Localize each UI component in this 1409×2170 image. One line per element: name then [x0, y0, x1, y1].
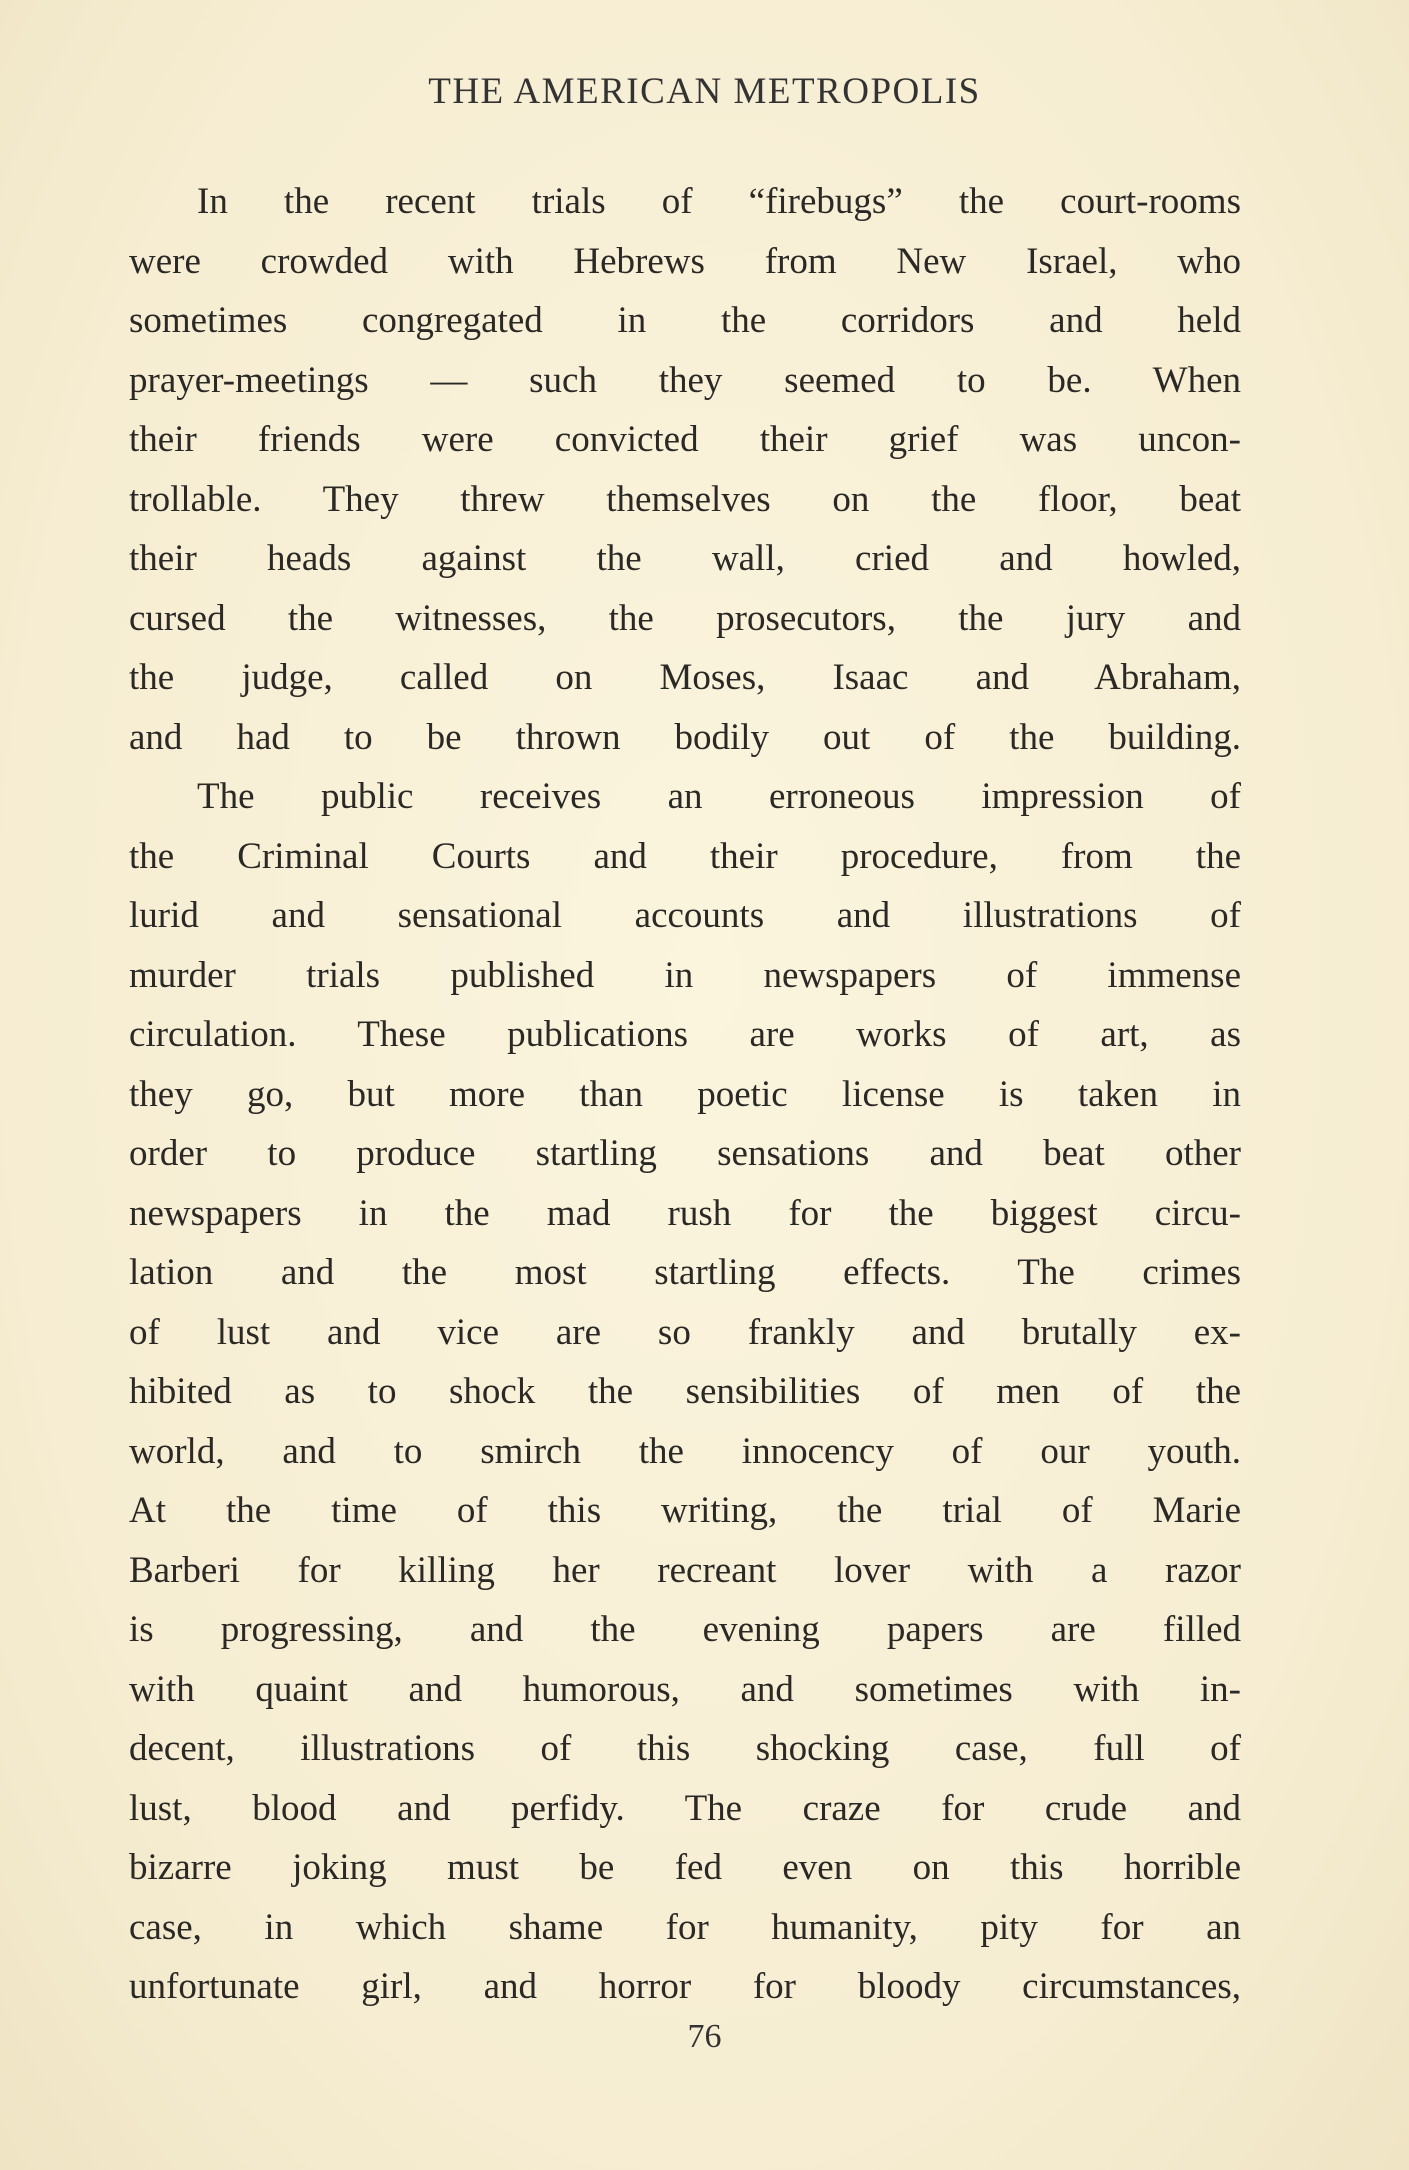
text-line: circulation. These publications are works of art, as — [129, 1014, 1241, 1055]
text-line: The public receives an erroneous impression of — [197, 776, 1241, 817]
text-line: is progressing, and the evening papers are filled — [129, 1609, 1241, 1650]
running-head: THE AMERICAN METROPOLIS — [428, 71, 981, 112]
paragraph — [129, 172, 1241, 767]
text-line: their heads against the wall, cried and howled, — [129, 538, 1241, 579]
text-line: hibited as to shock the sensibilities of men of the — [129, 1371, 1241, 1412]
text-line: order to produce startling sensations and beat other — [129, 1133, 1241, 1174]
text-line: prayer-meetings — such they seemed to be. When — [129, 359, 1241, 401]
text-line: murder trials published in newspapers of immense — [129, 954, 1241, 996]
text-line: lurid and sensational accounts and illustrations of — [129, 895, 1241, 936]
text-line: world, and to smirch the innocency of our youth. — [129, 1430, 1241, 1472]
text-line: their friends were convicted their grief was uncon- — [129, 419, 1241, 460]
text-line: case, in which shame for humanity, pity for an — [129, 1906, 1241, 1948]
text-line: the judge, called on Moses, Isaac and Abraham, — [129, 657, 1241, 698]
text-line: with quaint and humorous, and sometimes with in- — [129, 1668, 1241, 1710]
text-line: decent, illustrations of this shocking case, full of — [129, 1728, 1241, 1769]
page-number: 76 — [687, 2018, 722, 2055]
paragraph — [129, 767, 1241, 2017]
text-line: they go, but more than poetic license is taken in — [129, 1073, 1241, 1115]
text-line: sometimes congregated in the corridors and held — [129, 300, 1241, 341]
text-line: trollable. They threw themselves on the floor, beat — [129, 478, 1241, 520]
text-line: cursed the witnesses, the prosecutors, the jury and — [129, 597, 1241, 639]
text-line: Barberi for killing her recreant lover with a razor — [129, 1549, 1241, 1591]
text-line: In the recent trials of “firebugs” the court-rooms — [197, 181, 1241, 222]
text-line: At the time of this writing, the trial of Marie — [129, 1490, 1241, 1531]
text-line: lust, blood and perfidy. The craze for crude and — [129, 1787, 1241, 1829]
text-line: unfortunate girl, and horror for bloody circumstances, — [129, 1966, 1241, 2007]
text-line: bizarre joking must be fed even on this horrible — [129, 1847, 1241, 1888]
text-line: were crowded with Hebrews from New Israel, who — [129, 240, 1241, 282]
text-line: and had to be thrown bodily out of the building. — [129, 716, 1241, 758]
text-line: of lust and vice are so frankly and brutally ex- — [129, 1311, 1241, 1353]
text-line: lation and the most startling effects. The crimes — [129, 1252, 1241, 1293]
text-line: the Criminal Courts and their procedure, from the — [129, 835, 1241, 877]
text-line: newspapers in the mad rush for the biggest circu- — [129, 1192, 1241, 1234]
body-text — [129, 172, 1241, 2017]
